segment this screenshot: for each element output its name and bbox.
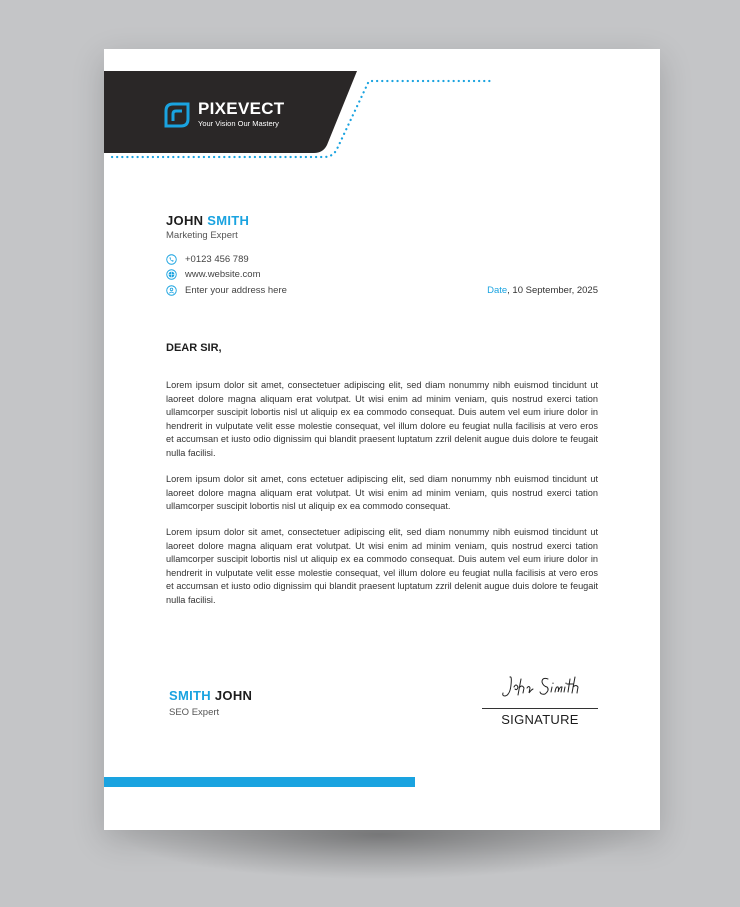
- address-text: Enter your address here: [185, 285, 287, 296]
- closing-name: [169, 688, 252, 703]
- sender-name: [166, 213, 249, 228]
- sender-last-name: SMITH: [207, 213, 250, 228]
- sender-first-name: JOHN: [166, 213, 204, 228]
- closing-role: SEO Expert: [169, 707, 220, 718]
- body-paragraph-3: Lorem ipsum dolor sit amet, consectetuer adipiscing elit, sed diam nonummy nibh euismod tincidunt ut laoreet dolore magna aliquam erat volutpat. Ut wisi enim ad minim veniam, quis nostrud exerci tation ullamcorper suscipit lobortis nisl ut aliquip ex ea commodo consequat. Duis autem vel eum iriure dolor in hendrerit in vulputate velit esse molestie consequat, vel illum dolore eu feugiat nulla facilisis at vero eros et accumsan et iusto odio dignissim qui blandit praesent luptatum zzril delenit augue duis dolore te feugait nulla facilisi.: [166, 527, 598, 605]
- brand-tagline: Your Vision Our Mastery: [198, 119, 279, 128]
- body-paragraph-1: Lorem ipsum dolor sit amet, consectetuer adipiscing elit, sed diam nonummy nibh euismod tincidunt ut laoreet dolore magna aliquam erat volutpat. Ut wisi enim ad minim veniam, quis nostrud exerci tation ullamcorper suscipit lobortis nisl ut aliquip ex ea commodo consequat. Duis autem vel eum iriure dolor in hendrerit in vulputate velit esse molestie consequat, vel illum dolore eu feugiat nulla facilisis at vero eros et accumsan et iusto odio dignissim qui blandit praesent luptatum zzril delenit augue duis dolore te feugait nulla facilisi.: [166, 380, 598, 458]
- phone-icon: [166, 254, 177, 265]
- salutation: DEAR SIR,: [166, 342, 222, 354]
- brand-name: PIXEVECT: [198, 99, 285, 118]
- sender-role: Marketing Expert: [166, 230, 238, 241]
- contact-phone: [166, 254, 249, 265]
- letterhead-page: [104, 49, 660, 830]
- location-icon: [166, 285, 177, 296]
- leaf-logo-icon: [163, 101, 191, 129]
- letter-date: [487, 285, 598, 296]
- closing-first-name: SMITH: [169, 688, 211, 703]
- signature-label: SIGNATURE: [501, 712, 579, 727]
- contact-website: [166, 269, 261, 280]
- closing-last-name: JOHN: [214, 688, 253, 703]
- signature-line: [482, 708, 598, 709]
- date-value: , 10 September, 2025: [507, 285, 598, 296]
- footer-accent-bar: [104, 777, 415, 787]
- phone-text: +0123 456 789: [185, 254, 249, 265]
- date-label: Date: [487, 285, 508, 296]
- globe-icon: [166, 269, 177, 280]
- handwritten-signature: [500, 671, 584, 705]
- body-paragraph-2: Lorem ipsum dolor sit amet, cons ectetuer adipiscing elit, sed diam nonummy nbh euismod tincidunt ut laoreet dolore magna aliquam erat volutpat. Ut wisi enim ad minim veniam, quis nostrud exerci tation ullamcorper suscipit lobortis nisl ut aliquip ex ea commodo consequat.: [166, 474, 598, 511]
- website-text: www.website.com: [185, 269, 261, 280]
- contact-address: [166, 285, 287, 296]
